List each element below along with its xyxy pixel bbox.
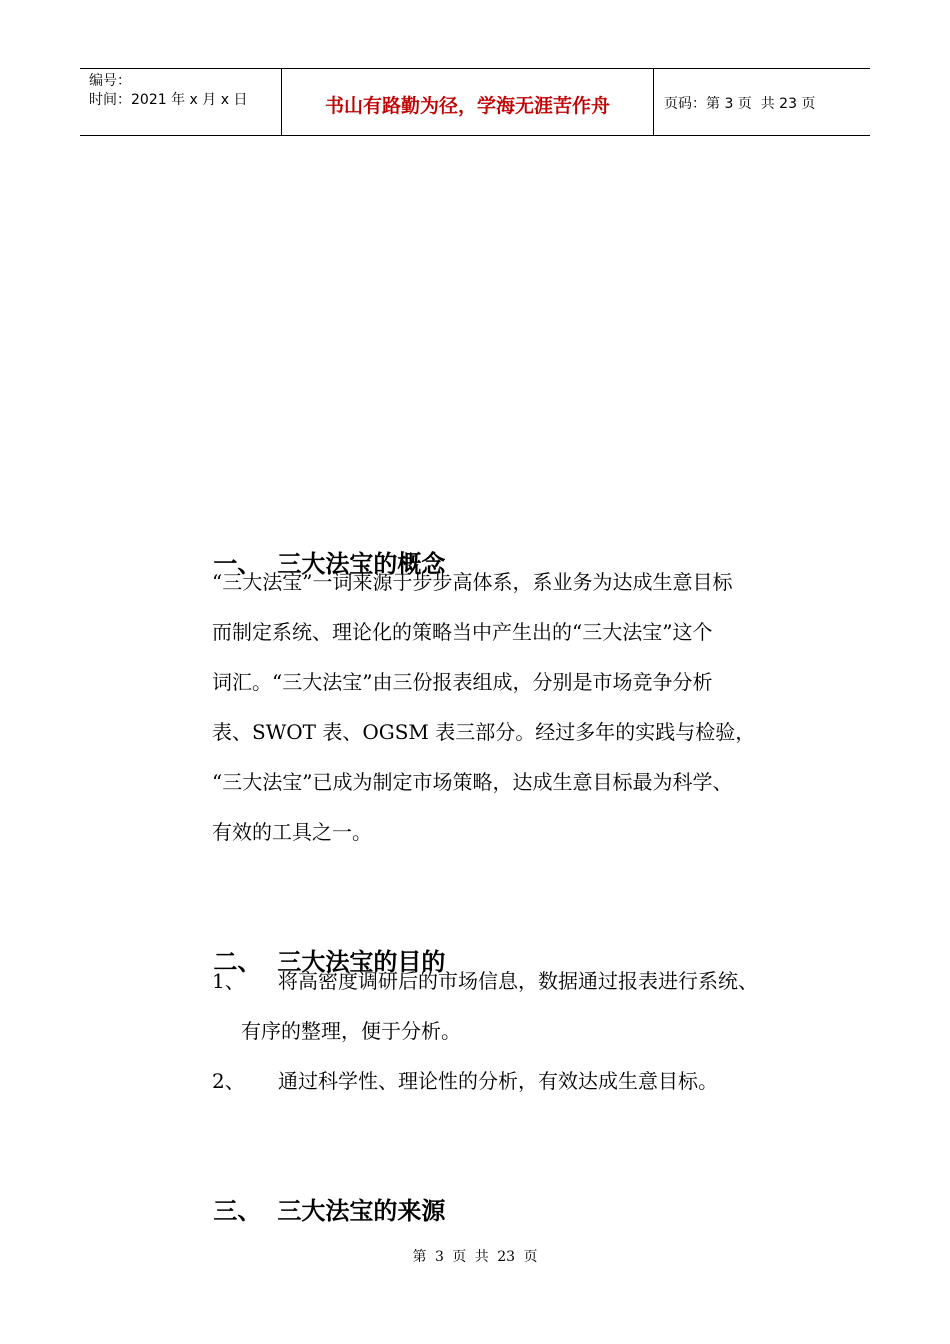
list-item [212,956,822,1056]
paragraph-line: 词汇。“三大法宝”由三份报表组成，分别是市场竞争分析 [212,670,713,694]
section-heading-3 [180,1166,445,1256]
paragraph-line: “三大法宝”已成为制定市场策略，达成生意目标最为科学、 [212,770,733,794]
paragraph-line: 而制定系统、理论化的策略当中产生出的“三大法宝”这个 [212,620,713,644]
list-item [212,1056,822,1106]
list-item-text: 将高密度调研后的市场信息，数据通过报表进行系统、 [278,969,758,993]
list-item-text: 通过科学性、理论性的分析，有效达成生意目标。 [278,1069,718,1093]
list-item-number: 1、 [212,969,245,993]
header-meta [80,69,282,135]
document-number-label: 编号： [89,73,131,89]
document-time-label: 时间：2021 年 x 月 x 日 [89,92,248,108]
page-header [80,68,870,136]
header-page-info-text: 页码：第 3 页 共 23 页 [664,96,816,112]
paragraph-line: “三大法宝”一词来源于步步高体系，系业务为达成生意目标 [212,570,733,594]
page-footer: 第 3 页 共 23 页 [412,1249,538,1265]
paragraph-line: 有效的工具之一。 [212,820,372,844]
header-motto: 书山有路勤为径，学海无涯苦作舟 [282,69,654,135]
section-title: 三大法宝的概念 [277,550,446,578]
section-number: 二、 [213,948,262,976]
section-1-paragraph [212,557,822,857]
section-number: 一、 [213,550,262,578]
paragraph-line: 表、SWOT 表、OGSM 表三部分。经过多年的实践与检验， [212,720,756,744]
list-item-continuation: 有序的整理，便于分析。 [241,1019,461,1043]
header-page-info [654,69,870,135]
section-title: 三大法宝的目的 [277,948,446,976]
section-title: 三大法宝的来源 [277,1197,446,1225]
list-item-number: 2、 [212,1069,245,1093]
section-number: 三、 [213,1197,262,1225]
